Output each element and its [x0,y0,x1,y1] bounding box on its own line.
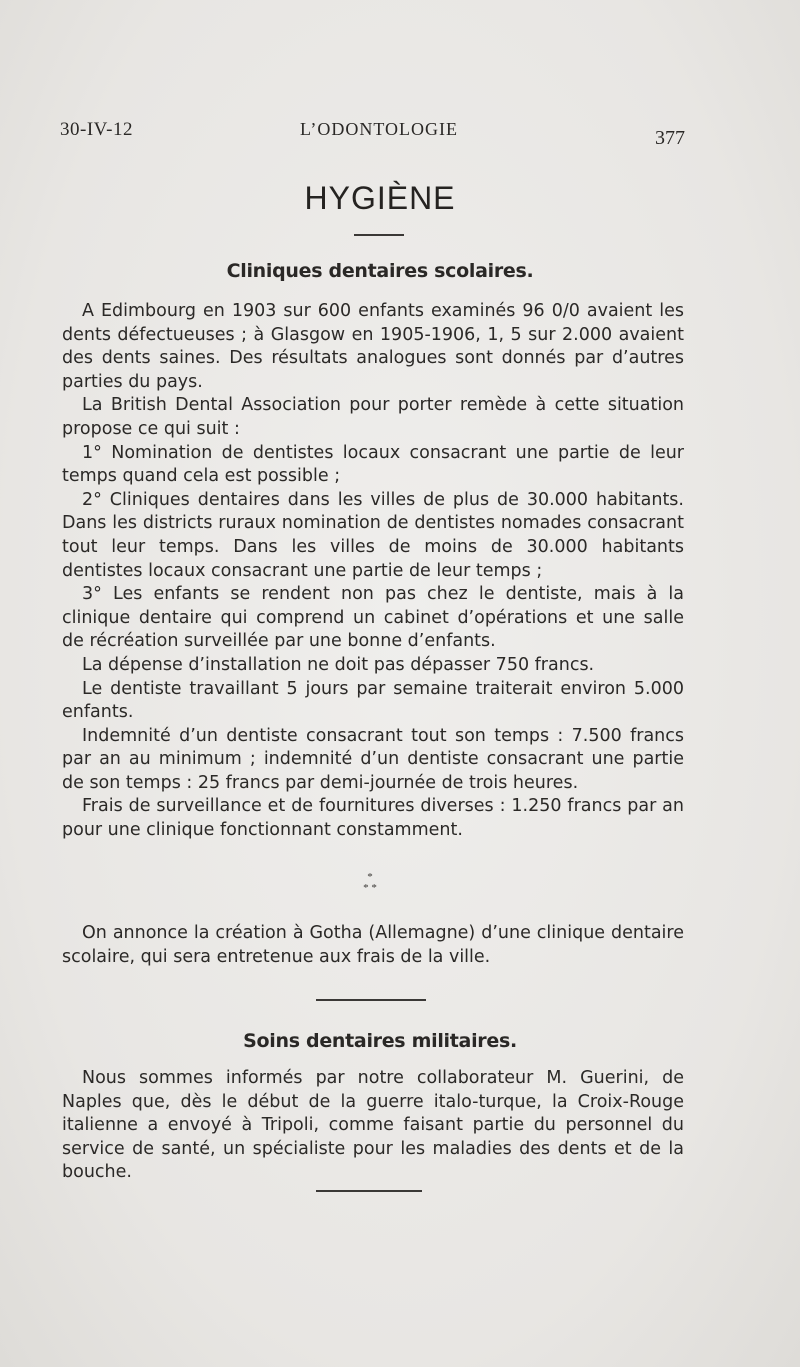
paragraph: La dépense d’installation ne doit pas dépasser 750 francs. [82,654,595,675]
issue-date: 30-IV-12 [60,119,133,140]
article-title: Cliniques dentaires scolaires. [226,260,534,282]
article-body [62,1067,684,1185]
divider-rule [316,999,426,1001]
article-note [62,922,684,969]
asterism-separator: * * * [363,871,377,894]
paragraph: Indemnité d’un dentiste consacrant tout son temps : 7.500 francs par an au minimum ; indemnité d’un dentiste consacrant une partie de son temps : 25 francs par demi-journée de trois heures. [62,725,684,793]
paragraph: Le dentiste travaillant 5 jours par semaine traiterait environ 5.000 enfants. [62,678,684,723]
page-number: 377 [655,127,685,149]
article-body [62,300,684,843]
paragraph: On annonce la création à Gotha (Allemagne) d’une clinique dentaire scolaire, qui sera entretenue aux frais de la ville. [62,923,684,967]
journal-title: L’ODONTOLOGIE [300,119,458,139]
paragraph: 2° Cliniques dentaires dans les villes de plus de 30.000 habitants. Dans les districts ruraux nomination de dentistes nomades consacrant tout leur temps. Dans les villes de moins de 30.000 habitants dentistes locaux consacrant une partie de leur temps ; [62,489,684,581]
divider-rule [354,234,404,236]
paragraph: Frais de surveillance et de fournitures diverses : 1.250 francs par an pour une clinique fonctionnant constamment. [62,796,684,841]
paragraph: A Edimbourg en 1903 sur 600 enfants examinés 96 0/0 avaient les dents défectueuses ; à Glasgow en 1905-1906, 1, 5 sur 2.000 avaient des dents saines. Des résultats analogues sont donnés par d’autres parties du pays. [62,301,684,392]
paragraph: Nous sommes informés par notre collaborateur M. Guerini, de Naples que, dès le début de la guerre italo-turque, la Croix-Rouge italienne a envoyé à Tripoli, comme faisant partie du personnel du service de santé, un spécialiste pour les maladies des dents et de la bouche. [62,1068,684,1183]
article-title: Soins dentaires militaires. [243,1030,517,1052]
paragraph: La British Dental Association pour porter remède à cette situation propose ce qui suit : [62,395,684,439]
paragraph: 1° Nomination de dentistes locaux consacrant une partie de leur temps quand cela est possible ; [62,442,684,487]
section-title: HYGIÈNE [304,180,456,216]
paragraph: 3° Les enfants se rendent non pas chez le dentiste, mais à la clinique dentaire qui comprend un cabinet d’opérations et une salle de récréation surveillée par une bonne d’enfants. [62,584,684,652]
running-head [60,115,685,155]
divider-rule [316,1190,422,1192]
